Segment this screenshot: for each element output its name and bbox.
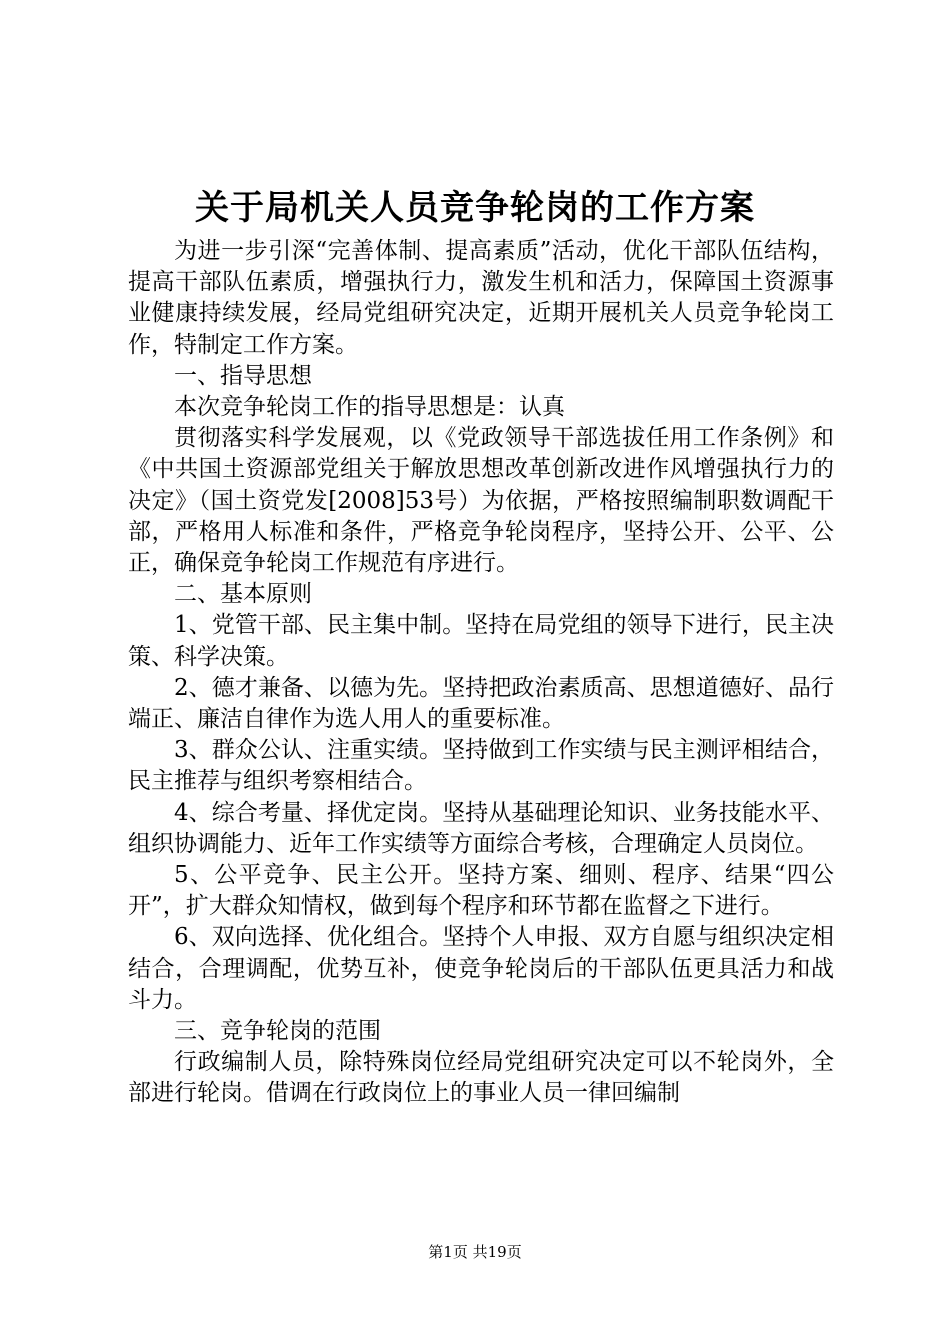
guiding-ideology-paragraph-2: 贯彻落实科学发展观，以《党政领导干部选拔任用工作条例》和《中共国土资源部党组关于解放思想改革创新改进作风增强执行力的决定》（国土资党发[2008]53号）为依据，严格按照编制职数调配干部，严格用人标准和条件，严格竞争轮岗程序，坚持公开、公平、公正，确保竞争轮岗工作规范有序进行。 bbox=[128, 425, 834, 577]
section-heading-basic-principles: 二、基本原则 bbox=[174, 581, 312, 608]
scope-paragraph: 行政编制人员，除特殊岗位经局党组研究决定可以不轮岗外，全部进行轮岗。借调在行政岗位上的事业人员一律回编制 bbox=[128, 1049, 834, 1107]
principle-item: 4、综合考量、择优定岗。坚持从基础理论知识、业务技能水平、组织协调能力、近年工作实绩等方面综合考核，合理确定人员岗位。 bbox=[128, 799, 834, 857]
section-heading-guiding-ideology: 一、指导思想 bbox=[174, 362, 312, 389]
guiding-ideology-paragraph-1: 本次竞争轮岗工作的指导思想是：认真 bbox=[174, 394, 565, 421]
document-body bbox=[128, 236, 834, 1110]
principle-item: 6、双向选择、优化组合。坚持个人申报、双方自愿与组织决定相结合，合理调配，优势互补，使竞争轮岗后的干部队伍更具活力和战斗力。 bbox=[128, 924, 834, 1013]
intro-paragraph: 为进一步引深“完善体制、提高素质”活动，优化干部队伍结构，提高干部队伍素质，增强执行力，激发生机和活力，保障国土资源事业健康持续发展，经局党组研究决定，近期开展机关人员竞争轮岗工作，特制定工作方案。 bbox=[128, 238, 834, 358]
principle-item: 1、党管干部、民主集中制。坚持在局党组的领导下进行，民主决策、科学决策。 bbox=[128, 612, 834, 670]
page-footer: 第1页 共19页 bbox=[428, 1243, 522, 1261]
section-heading-scope: 三、竞争轮岗的范围 bbox=[174, 1018, 381, 1045]
principle-item: 3、群众公认、注重实绩。坚持做到工作实绩与民主测评相结合，民主推荐与组织考察相结合。 bbox=[128, 737, 834, 795]
principle-item: 5、公平竞争、民主公开。坚持方案、细则、程序、结果“四公开”，扩大群众知情权，做到每个程序和环节都在监督之下进行。 bbox=[128, 862, 834, 920]
principle-item: 2、德才兼备、以德为先。坚持把政治素质高、思想道德好、品行端正、廉洁自律作为选人用人的重要标准。 bbox=[128, 674, 834, 733]
document-title: 关于局机关人员竞争轮岗的工作方案 bbox=[195, 188, 755, 228]
